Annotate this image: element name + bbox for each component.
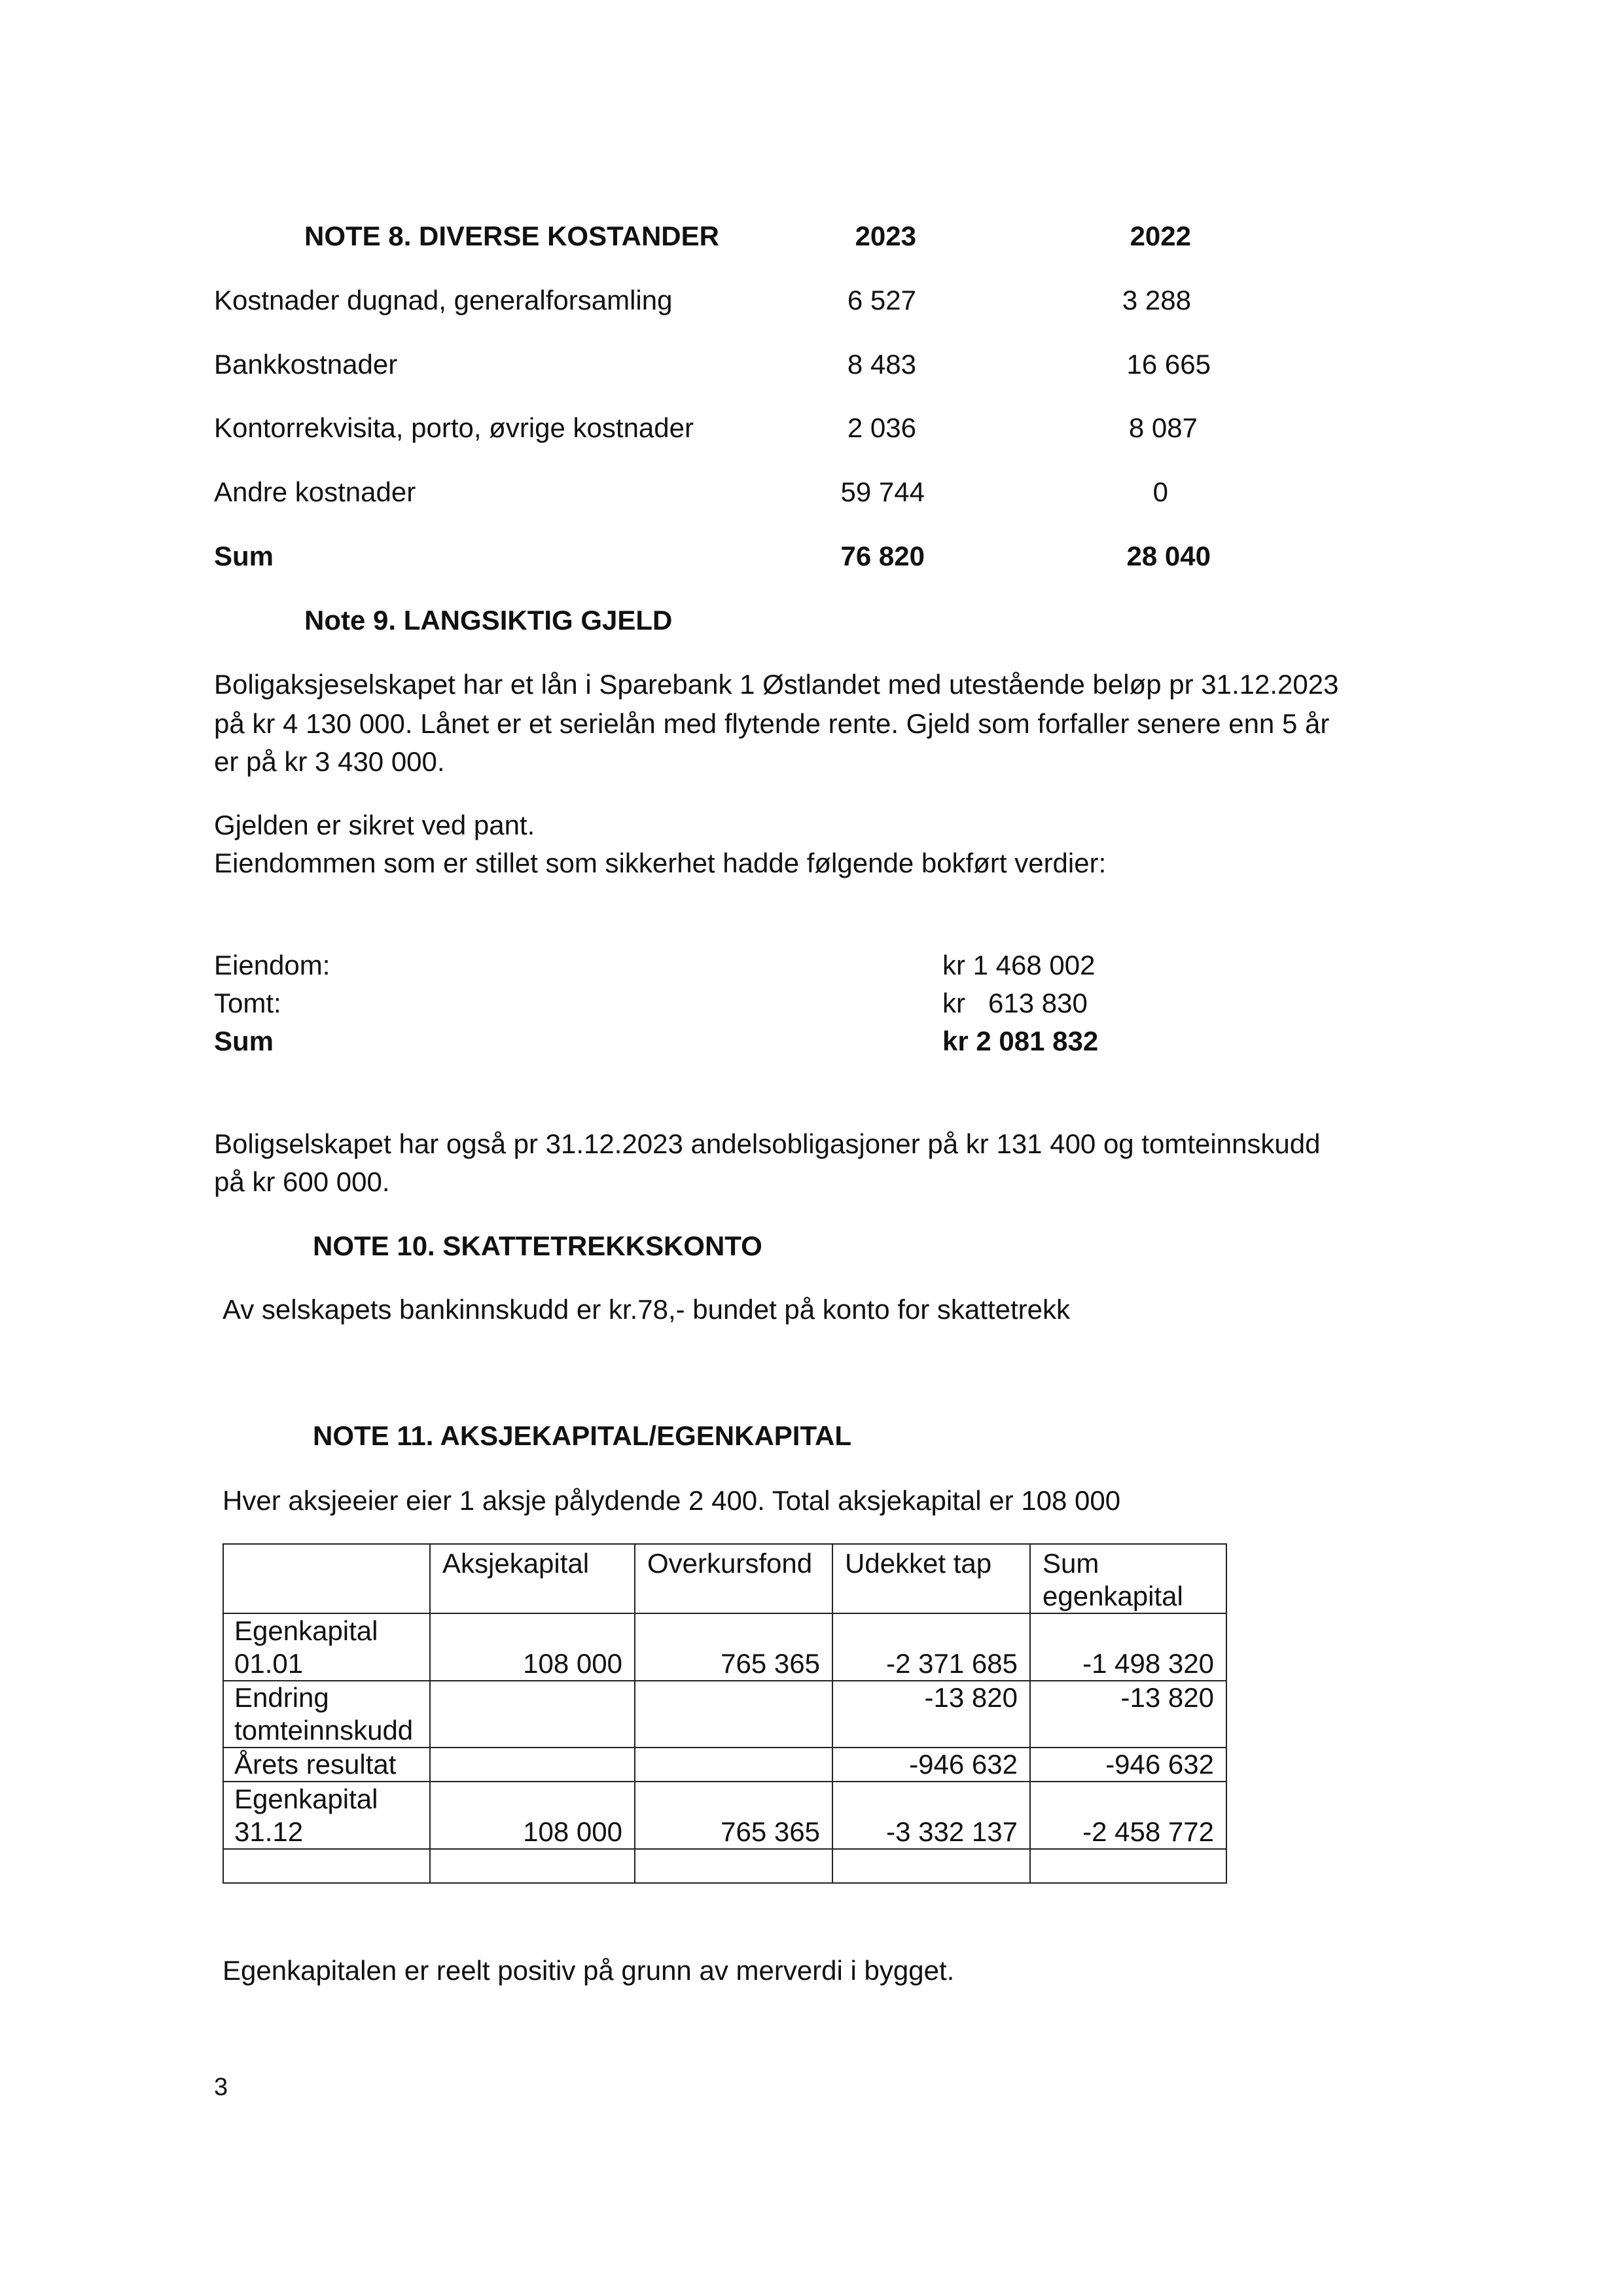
cell-aksjekapital: 108 000 xyxy=(430,1613,635,1680)
asset-sum-label: Sum xyxy=(214,1026,274,1056)
value-2022: 0 xyxy=(1152,476,1168,507)
header-cell-empty xyxy=(223,1544,430,1613)
note11-intro: Hver aksjeeier eier 1 aksje pålydende 2 400. Total aksjekapital er 108 000 xyxy=(223,1485,1121,1516)
row-label: Andre kostnader xyxy=(214,476,416,507)
cell-aksjekapital xyxy=(430,1748,635,1782)
table-row xyxy=(223,1681,1226,1748)
header-aksjekapital: Aksjekapital xyxy=(430,1544,635,1613)
cell-udekket-tap: -946 632 xyxy=(832,1748,1030,1782)
row-label: Kontorrekvisita, porto, øvrige kostnader xyxy=(214,412,694,443)
table-row xyxy=(223,1613,1226,1680)
value-2022: 3 288 xyxy=(1122,285,1191,315)
asset-sum-value: kr 2 081 832 xyxy=(942,1026,1099,1056)
empty-cell xyxy=(223,1849,430,1883)
cell-udekket-tap: -2 371 685 xyxy=(832,1613,1030,1680)
empty-cell xyxy=(635,1849,832,1883)
value-2022: 16 665 xyxy=(1126,349,1211,380)
table-row xyxy=(223,1748,1226,1782)
note9-para1-line3: er på kr 3 430 000. xyxy=(214,746,445,777)
table-header-row xyxy=(223,1544,1226,1613)
row-label: Årets resultat xyxy=(223,1748,430,1782)
cell-sum-egenkapital: -946 632 xyxy=(1030,1748,1226,1782)
note8-title: NOTE 8. DIVERSE KOSTANDER xyxy=(304,221,719,251)
table-row xyxy=(223,1782,1226,1848)
equity-table xyxy=(223,1543,1227,1884)
header-sum-egenkapital: Sum egenkapital xyxy=(1030,1544,1226,1613)
cell-overkursfond: 765 365 xyxy=(635,1782,832,1848)
note11-footer: Egenkapitalen er reelt positiv på grunn av merverdi i bygget. xyxy=(223,1955,955,1986)
row-label: Egenkapital 01.01 xyxy=(223,1613,430,1680)
cell-overkursfond xyxy=(635,1681,832,1748)
value-2023: 59 744 xyxy=(840,476,925,507)
note9-para3-line1: Boligselskapet har også pr 31.12.2023 andelsobligasjoner på kr 131 400 og tomteinnskudd xyxy=(214,1128,1321,1159)
note10-text: Av selskapets bankinnskudd er kr.78,- bundet på konto for skattetrekk xyxy=(223,1294,1070,1325)
value-2023: 2 036 xyxy=(847,412,916,443)
empty-cell xyxy=(832,1849,1030,1883)
note10-title: NOTE 10. SKATTETREKKSKONTO xyxy=(313,1230,762,1261)
note11-title: NOTE 11. AKSJEKAPITAL/EGENKAPITAL xyxy=(313,1420,851,1451)
row-label: Bankkostnader xyxy=(214,349,398,380)
note9-para2-line1: Gjelden er sikret ved pant. xyxy=(214,810,535,840)
row-label: Endring tomteinnskudd xyxy=(223,1681,430,1748)
note9-title: Note 9. LANGSIKTIG GJELD xyxy=(304,605,673,636)
cell-aksjekapital: 108 000 xyxy=(430,1782,635,1848)
cell-overkursfond: 765 365 xyxy=(635,1613,832,1680)
asset-value: kr 1 468 002 xyxy=(942,950,1096,980)
note8-year-2023: 2023 xyxy=(855,221,916,251)
cell-aksjekapital xyxy=(430,1681,635,1748)
sum-label: Sum xyxy=(214,541,274,571)
cell-sum-egenkapital: -13 820 xyxy=(1030,1681,1226,1748)
value-2022: 8 087 xyxy=(1128,412,1198,443)
cell-sum-egenkapital: -1 498 320 xyxy=(1030,1613,1226,1680)
header-udekket-tap: Udekket tap xyxy=(832,1544,1030,1613)
asset-label: Eiendom: xyxy=(214,950,330,980)
asset-label: Tomt: xyxy=(214,988,281,1018)
cell-udekket-tap: -3 332 137 xyxy=(832,1782,1030,1848)
cell-overkursfond xyxy=(635,1748,832,1782)
sum-2023: 76 820 xyxy=(840,541,925,571)
table-row-empty xyxy=(223,1849,1226,1883)
header-overkursfond: Overkursfond xyxy=(635,1544,832,1613)
empty-cell xyxy=(430,1849,635,1883)
empty-cell xyxy=(1030,1849,1226,1883)
cell-udekket-tap: -13 820 xyxy=(832,1681,1030,1748)
asset-value: kr 613 830 xyxy=(942,988,1088,1018)
note9-para1-line1: Boligaksjeselskapet har et lån i Sparebank 1 Østlandet med utestående beløp pr 31.12.2023 xyxy=(214,669,1339,700)
page-number: 3 xyxy=(214,2073,228,2101)
sum-2022: 28 040 xyxy=(1126,541,1211,571)
cell-sum-egenkapital: -2 458 772 xyxy=(1030,1782,1226,1848)
note9-para2-line2: Eiendommen som er stillet som sikkerhet hadde følgende bokført verdier: xyxy=(214,848,1107,878)
note9-para3-line2: på kr 600 000. xyxy=(214,1166,390,1197)
note8-year-2022: 2022 xyxy=(1130,221,1191,251)
value-2023: 8 483 xyxy=(847,349,916,380)
row-label: Kostnader dugnad, generalforsamling xyxy=(214,285,673,315)
value-2023: 6 527 xyxy=(847,285,916,315)
note9-para1-line2: på kr 4 130 000. Lånet er et serielån med flytende rente. Gjeld som forfaller senere enn 5 år xyxy=(214,708,1330,739)
row-label: Egenkapital 31.12 xyxy=(223,1782,430,1848)
